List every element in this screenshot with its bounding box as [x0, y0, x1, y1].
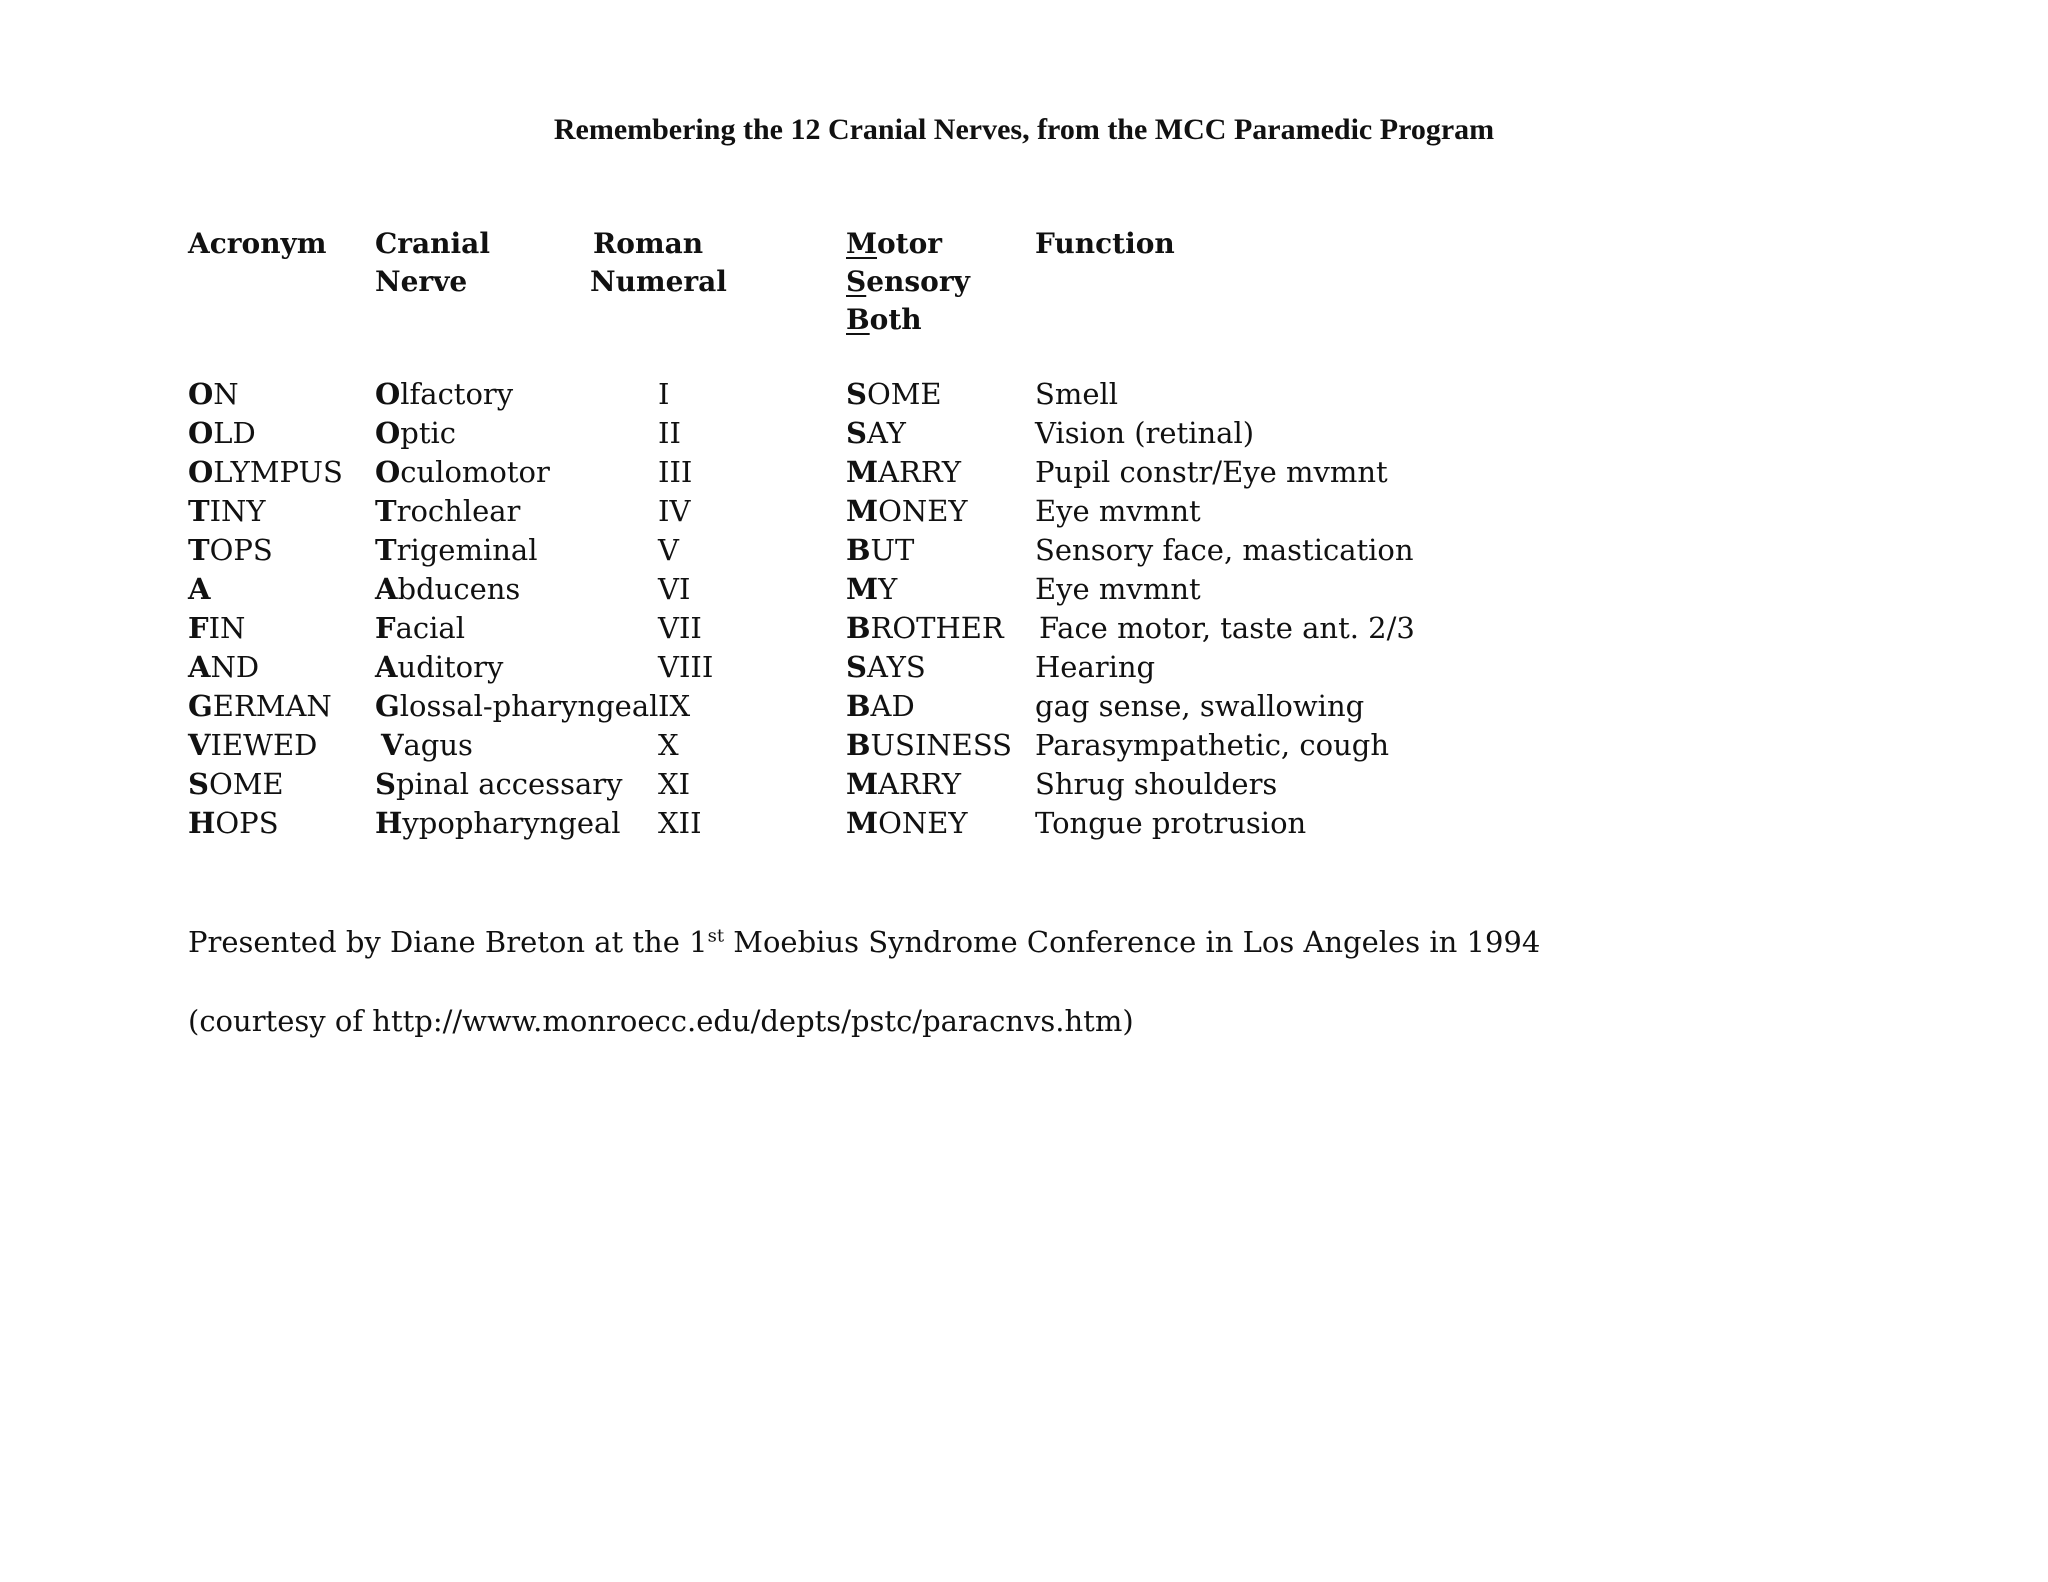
nerve-cell: Abducens: [375, 572, 521, 606]
nerve-cell: Optic: [375, 416, 456, 450]
msb-cell: BUT: [846, 533, 915, 567]
acronym-cell: A: [188, 572, 211, 606]
presented-text-post: Moebius Syndrome Conference in Los Angeles in 1994: [724, 925, 1541, 959]
roman-cell: I: [658, 377, 670, 411]
header-function: [1035, 225, 1175, 263]
roman-cell: III: [658, 455, 693, 489]
acronym-cell: SOME: [188, 767, 284, 801]
msb-cell: SOME: [846, 377, 942, 411]
header-both-rest: oth: [869, 303, 922, 336]
nerve-cell: Oculomotor: [375, 455, 550, 489]
header-both: [846, 301, 970, 339]
acronym-cell: GERMAN: [188, 689, 332, 723]
msb-cell: MONEY: [846, 806, 968, 840]
function-cell: Parasympathetic, cough: [1035, 728, 1389, 762]
roman-cell: XI: [658, 767, 691, 801]
roman-cell: IX: [658, 689, 691, 723]
function-cell: Tongue protrusion: [1035, 806, 1307, 840]
presented-by-note: [188, 925, 1540, 959]
acronym-cell: HOPS: [188, 806, 279, 840]
courtesy-note: (courtesy of http://www.monroecc.edu/depts/pstc/paracnvs.htm): [188, 1004, 1134, 1038]
nerve-cell: Vagus: [381, 728, 473, 762]
header-motor: [846, 225, 970, 263]
roman-cell: V: [658, 533, 679, 567]
msb-cell: BAD: [846, 689, 915, 723]
function-cell: Eye mvmnt: [1035, 572, 1201, 606]
msb-cell: MY: [846, 572, 898, 606]
roman-cell: VII: [658, 611, 702, 645]
header-both-initial: B: [846, 303, 870, 336]
header-sensory: [846, 263, 970, 301]
header-roman-line2: Numeral: [590, 265, 727, 298]
header-cranial-line1: Cranial: [375, 227, 490, 260]
header-motor-initial: M: [846, 227, 877, 260]
roman-cell: II: [658, 416, 681, 450]
header-acronym: [188, 225, 326, 263]
acronym-cell: VIEWED: [188, 728, 318, 762]
header-function-label: Function: [1035, 227, 1175, 260]
function-cell: Face motor, taste ant. 2/3: [1039, 611, 1415, 645]
msb-cell: MARRY: [846, 455, 961, 489]
function-cell: Eye mvmnt: [1035, 494, 1201, 528]
msb-cell: MONEY: [846, 494, 968, 528]
nerve-cell: Hypopharyngeal: [375, 806, 621, 840]
nerve-cell: Trochlear: [375, 494, 521, 528]
header-roman-numeral: [590, 225, 727, 301]
roman-cell: XII: [658, 806, 702, 840]
nerve-cell: Olfactory: [375, 377, 514, 411]
function-cell: Vision (retinal): [1035, 416, 1255, 450]
roman-cell: IV: [658, 494, 691, 528]
roman-cell: VI: [658, 572, 691, 606]
header-cranial-nerve: [375, 225, 490, 301]
header-sensory-rest: ensory: [866, 265, 970, 298]
acronym-cell: TINY: [188, 494, 266, 528]
acronym-cell: TOPS: [188, 533, 273, 567]
msb-cell: SAY: [846, 416, 906, 450]
acronym-cell: OLD: [188, 416, 256, 450]
acronym-cell: OLYMPUS: [188, 455, 343, 489]
nerve-cell: Auditory: [375, 650, 504, 684]
header-motor-sensory-both: [846, 225, 970, 339]
function-cell: Hearing: [1035, 650, 1156, 684]
nerve-cell: Facial: [375, 611, 465, 645]
acronym-cell: AND: [188, 650, 260, 684]
roman-cell: VIII: [658, 650, 714, 684]
page-title: Remembering the 12 Cranial Nerves, from the MCC Paramedic Program: [553, 113, 1495, 146]
nerve-cell: Glossal-pharyngeal: [375, 689, 659, 723]
msb-cell: BROTHER: [846, 611, 1004, 645]
nerve-cell: Trigeminal: [375, 533, 538, 567]
acronym-cell: ON: [188, 377, 239, 411]
presented-ordinal: st: [707, 925, 725, 947]
function-cell: Smell: [1035, 377, 1119, 411]
header-motor-rest: otor: [877, 227, 943, 260]
msb-cell: SAYS: [846, 650, 926, 684]
acronym-cell: FIN: [188, 611, 246, 645]
roman-cell: X: [658, 728, 679, 762]
function-cell: Sensory face, mastication: [1035, 533, 1414, 567]
header-cranial-line2: Nerve: [375, 265, 468, 298]
header-roman-line1: Roman: [593, 227, 704, 260]
function-cell: gag sense, swallowing: [1035, 689, 1365, 723]
header-acronym-label: Acronym: [188, 227, 327, 260]
nerve-cell: Spinal accessary: [375, 767, 623, 801]
header-sensory-initial: S: [846, 265, 867, 298]
msb-cell: BUSINESS: [846, 728, 1013, 762]
presented-text-pre: Presented by Diane Breton at the 1: [188, 925, 708, 959]
function-cell: Shrug shoulders: [1035, 767, 1278, 801]
function-cell: Pupil constr/Eye mvmnt: [1035, 455, 1388, 489]
msb-cell: MARRY: [846, 767, 961, 801]
